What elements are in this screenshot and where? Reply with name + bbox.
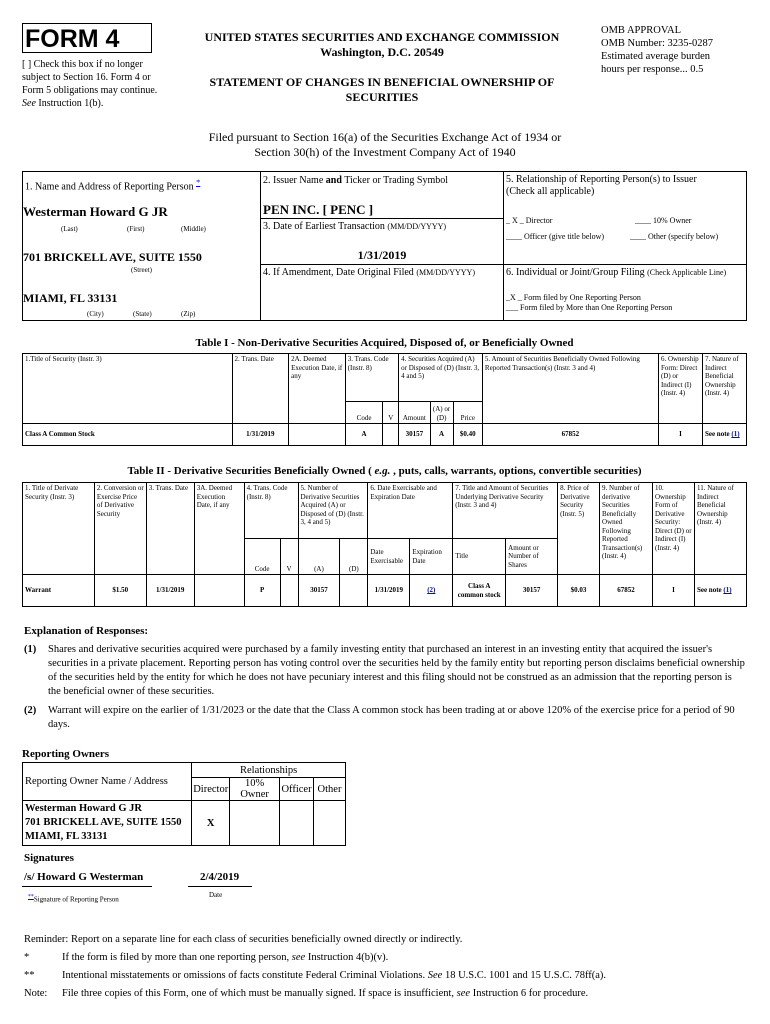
t2-h-code: 4. Trans. Code (Instr. 8) (244, 483, 298, 539)
checkbox-notice (22, 58, 172, 110)
t2-expiration-note-link[interactable]: (2) (427, 586, 436, 595)
t2-h-title: 1. Title of Derivate Security (Instr. 3) (23, 483, 95, 575)
filed-line1: Filed pursuant to Section 16(a) of the Securities Exchange Act of 1934 or (208, 130, 562, 144)
box5-label: 5. Relationship of Reporting Person(s) to Issuer (Check all applicable) (506, 174, 697, 197)
t2-sub-amount: Amount or Number of Shares (506, 539, 558, 575)
t1-row-date: 1/31/2019 (232, 424, 289, 446)
footnote-2: ** Intentional misstatements or omissions of facts constitute Federal Criminal Violations. See 18 U.S.C. 1001 and 15 U.S.C. 78ff(a). (24, 970, 607, 981)
t2-row-deemed (194, 575, 244, 607)
zip-label: (Zip) (181, 310, 196, 318)
omb-number: OMB Number: 3235-0287 (601, 38, 713, 49)
owners-col-name: Reporting Owner Name / Address (23, 763, 192, 801)
filed-pursuant (100, 130, 670, 160)
t1-row-code: A (345, 424, 383, 446)
t2-sub-a: (A) (298, 539, 340, 575)
owners-col-relationships: Relationships (192, 763, 346, 778)
form-title: FORM 4 (25, 25, 120, 53)
owner-name-address: Westerman Howard G JR 701 BRICKELL AVE, SUITE 1550 MIAMI, FL 33131 (23, 801, 192, 846)
omb-title: OMB APPROVAL (601, 25, 682, 36)
ten-pct-owner-checkbox[interactable]: ____ 10% Owner (635, 216, 692, 225)
t2-row-v (280, 575, 298, 607)
explanation-item-1 (24, 643, 746, 699)
t1-row-price: $0.40 (453, 424, 482, 446)
issuer-name: PEN INC. [ PENC ] (263, 202, 374, 217)
filed-more-persons-checkbox[interactable]: ___ Form filed by More than One Reporting Person (506, 303, 673, 312)
t1-sub-amount: Amount (399, 402, 430, 424)
box1-label: 1. Name and Address of Reporting Person * (25, 178, 201, 193)
owners-table (22, 762, 346, 846)
footnote-note: Note: File three copies of this Form, one of which must be manually signed. If space is insufficient, see Instruction 6 for procedure. (24, 988, 589, 999)
t2-sub-code: Code (244, 539, 280, 575)
t2-h-form: 10. Ownership Form of Derivative Security: Direct (D) or Indirect (I) (Instr. 4) (652, 483, 694, 575)
t2-h-underlying: 7. Title and Amount of Securities Underlying Derivative Security (Instr. 3 and 4) (453, 483, 558, 539)
checkbox-see: See (22, 98, 36, 109)
form-title-box (22, 23, 152, 53)
signature-date: 2/4/2019 (200, 871, 240, 883)
box2-label: 2. Issuer Name and Ticker or Trading Symbol (263, 175, 449, 186)
reminder: Reminder: Report on a separate line for each class of securities beneficially owned directly or indirectly. (24, 934, 463, 945)
t2-h-owned: 9. Number of derivative Securities Beneficially Owned Following Reported Transaction(s) (Instr. 4) (600, 483, 653, 575)
statement-line2: SECURITIES (345, 90, 419, 104)
filed-one-person-checkbox[interactable]: _X _ Form filed by One Reporting Person (506, 293, 641, 302)
officer-checkbox[interactable]: ____ Officer (give title below) (506, 232, 605, 241)
owners-title: Reporting Owners (22, 748, 110, 760)
t1-row-amount: 30157 (399, 424, 430, 446)
t2-h-number: 5. Number of Derivative Securities Acquired (A) or Disposed of (D) (Instr. 3, 4 and 5) (298, 483, 368, 539)
signature-footnote-link[interactable]: ** (28, 894, 34, 900)
box4-label: 4. If Amendment, Date Original Filed (MM/DD/YYYY) (263, 267, 475, 278)
t2-row-date: 1/31/2019 (146, 575, 194, 607)
t2-h-conversion: 2. Conversion or Exercise Price of Derivative Security (94, 483, 146, 575)
t2-h-nature: 11. Nature of Indirect Beneficial Ownership (Instr. 4) (694, 483, 746, 575)
t1-h-code: 3. Trans. Code (Instr. 8) (345, 354, 398, 402)
checkbox-text-pre: [ ] Check this box if no longer subject to Section 16. Form 4 or Form 5 obligations may continue. (22, 59, 158, 96)
first-label: (First) (127, 225, 145, 233)
t2-h-dates: 6. Date Exercisable and Expiration Date (368, 483, 453, 539)
t1-h-deemed: 2A. Deemed Execution Date, if any (289, 354, 346, 424)
street-value: 701 BRICKELL AVE, SUITE 1550 (23, 250, 202, 264)
t2-sub-v: V (280, 539, 298, 575)
t1-row-form: I (658, 424, 702, 446)
table2 (22, 482, 747, 607)
t1-row-v (383, 424, 399, 446)
t1-h-acquired: 4. Securities Acquired (A) or Disposed of (D) (Instr. 3, 4 and 5) (399, 354, 483, 402)
table-row (23, 801, 346, 846)
filed-line2: Section 30(h) of the Investment Company Act of 1940 (254, 145, 516, 159)
owners-col-other: Other (314, 778, 346, 801)
statement-title (172, 75, 592, 105)
t2-row-expiration (410, 575, 453, 607)
agency-name (172, 30, 592, 60)
omb-approval (601, 24, 761, 76)
t2-note-link[interactable]: (1) (723, 586, 732, 595)
t2-row-form: I (652, 575, 694, 607)
earliest-transaction-date: 1/31/2019 (357, 248, 407, 262)
agency-line2: Washington, D.C. 20549 (320, 45, 444, 59)
owners-col-director: Director (192, 778, 230, 801)
t1-row-aord: A (430, 424, 453, 446)
footnote-1: * If the form is filed by more than one reporting person, see Instruction 4(b)(v). (24, 952, 389, 963)
t2-sub-expiration: Expiration Date (410, 539, 453, 575)
owners-col-officer: Officer (280, 778, 314, 801)
city-value: MIAMI, FL 33131 (23, 291, 118, 305)
t1-h-date: 2. Trans. Date (232, 354, 289, 424)
t2-row-underlying: Class A common stock (453, 575, 506, 607)
omb-burden-line2: hours per response... 0.5 (601, 64, 704, 75)
t2-row-nature: See note (1) (694, 575, 746, 607)
agency-line1: UNITED STATES SECURITIES AND EXCHANGE COMMISSION (204, 30, 560, 44)
table-row (23, 424, 747, 446)
t2-sub-exercisable: Date Exercisable (368, 539, 410, 575)
t1-note-link[interactable]: (1) (731, 430, 740, 439)
t1-row-owned: 67852 (482, 424, 658, 446)
reporting-boxes (22, 171, 747, 321)
table1-title: Table I - Non-Derivative Securities Acquired, Disposed of, or Beneficially Owned (195, 337, 574, 349)
middle-label: (Middle) (181, 225, 206, 233)
explanation-text-1: Shares and derivative securities acquired were purchased by a family investing entity that purchased an interest in an investing entity that acquired the issuer's securities in a private placement. Reporting person has voting control over the securities held by the family entity but reporting person disclaims beneficial ownership of the securities held by the entity for which he does not have pecuniary interest and this filing should not be construed as an admission that the reporting person is the beneficial owner of these securities. (48, 644, 745, 697)
other-checkbox[interactable]: ____ Other (specify below) (630, 232, 719, 241)
reporting-person-name: Westerman Howard G JR (23, 204, 168, 219)
box3-label: 3. Date of Earliest Transaction (MM/DD/YYYY) (263, 221, 447, 232)
omb-burden-line1: Estimated average burden (601, 51, 711, 62)
t1-sub-price: Price (453, 402, 482, 424)
date-label: Date (209, 891, 223, 899)
signature-line (22, 886, 152, 887)
t2-row-shares: 30157 (506, 575, 558, 607)
t2-h-deemed: 3A. Deemed Execution Date, if any (194, 483, 244, 575)
t1-row-deemed (289, 424, 346, 446)
t2-h-price: 8. Price of Derivative Security (Instr. 5) (558, 483, 600, 575)
explanation-num-2: (2) (24, 705, 37, 716)
t2-row-d (340, 575, 368, 607)
t2-sub-d: (D) (340, 539, 368, 575)
date-line (188, 886, 252, 887)
box1-footnote-link[interactable]: * (196, 178, 201, 187)
t1-sub-v: V (383, 402, 399, 424)
t1-h-nature: 7. Nature of Indirect Beneficial Ownership (Instr. 4) (702, 354, 746, 424)
t2-row-deriv-price: $0.03 (558, 575, 600, 607)
t1-h-owned: 5. Amount of Securities Beneficially Owned Following Reported Transaction(s) (Instr. 3 and 4) (482, 354, 658, 424)
explanation-text-2: Warrant will expire on the earlier of 1/31/2023 or the date that the Class A common stock has been trading at or above 120% of the exercise price for a period of 90 days. (48, 705, 735, 730)
t1-sub-code: Code (345, 402, 383, 424)
t2-row-exercisable: 1/31/2019 (368, 575, 410, 607)
box6-label: 6. Individual or Joint/Group Filing (Check Applicable Line) (506, 267, 727, 278)
owners-col-ten: 10% Owner (230, 778, 280, 801)
last-label: (Last) (61, 225, 78, 233)
table-row (23, 575, 747, 607)
explanation-num-1: (1) (24, 644, 37, 655)
signer-name: /s/ Howard G Westerman (24, 871, 144, 883)
t2-row-owned: 67852 (600, 575, 653, 607)
signatures-title: Signatures (24, 852, 74, 864)
t2-row-title: Warrant (23, 575, 95, 607)
t2-row-price: $1.50 (94, 575, 146, 607)
director-checkbox[interactable]: _ X _ Director (506, 216, 553, 225)
table1 (22, 353, 747, 446)
explanation-item-2 (24, 704, 746, 732)
statement-line1: STATEMENT OF CHANGES IN BENEFICIAL OWNERSHIP OF (209, 75, 555, 89)
t2-row-a: 30157 (298, 575, 340, 607)
checkbox-text-post: Instruction 1(b). (35, 98, 104, 109)
t1-row-nature: See note (1) (702, 424, 746, 446)
signature-label: **Signature of Reporting Person (28, 894, 119, 904)
city-label: (City) (87, 310, 104, 318)
explanation-title: Explanation of Responses: (24, 625, 149, 637)
t2-sub-title: Title (453, 539, 506, 575)
table2-title: Table II - Derivative Securities Beneficially Owned ( e.g. , puts, calls, warrants, options, convertible securities) (127, 465, 642, 477)
owner-director-mark: X (192, 801, 230, 846)
t1-h-form: 6. Ownership Form: Direct (D) or Indirect (I) (Instr. 4) (658, 354, 702, 424)
t2-h-date: 3. Trans. Date (146, 483, 194, 575)
street-label: (Street) (131, 266, 152, 274)
t1-sub-aord: (A) or (D) (430, 402, 453, 424)
t1-h-title: 1.Title of Security (Instr. 3) (23, 354, 233, 424)
state-label: (State) (133, 310, 152, 318)
t2-row-code: P (244, 575, 280, 607)
t1-row-title: Class A Common Stock (23, 424, 233, 446)
